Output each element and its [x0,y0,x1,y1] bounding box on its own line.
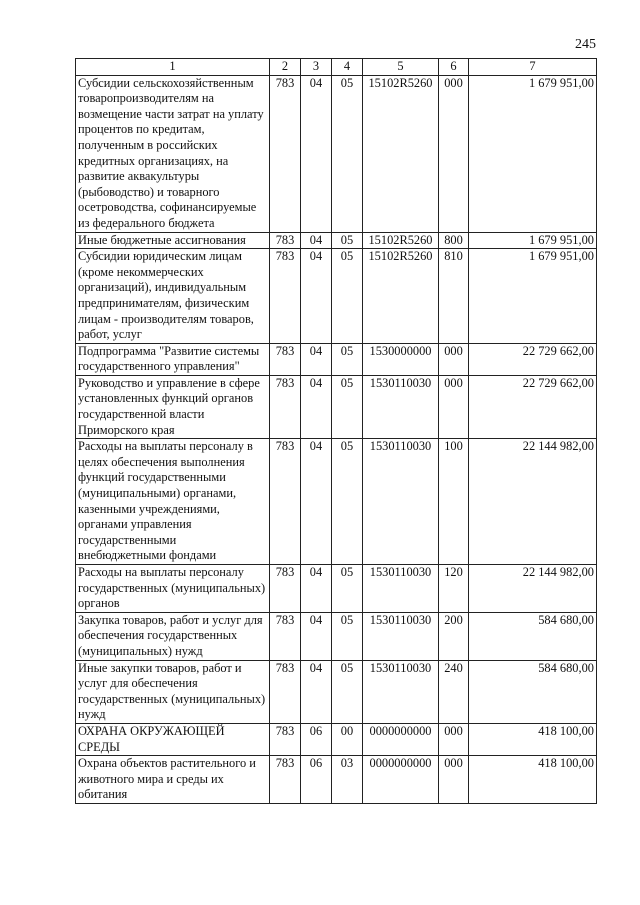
subsection-code: 05 [332,249,363,344]
target-article-code: 15102R5260 [363,232,439,249]
amount: 1 679 951,00 [469,232,597,249]
ministry-code: 783 [270,439,301,565]
subsection-code: 03 [332,756,363,804]
subsection-code: 05 [332,375,363,438]
table-row [76,439,597,565]
column-header-3: 3 [301,59,332,76]
ministry-code: 783 [270,756,301,804]
amount: 1 679 951,00 [469,249,597,344]
row-name: Иные бюджетные ассигнования [76,232,270,249]
row-name: Расходы на выплаты персоналу в целях обеспечения выполнения функций государственными (муниципальными) органами, казенными учреждениями, органами управления государственными внебюджетными фондами [76,439,270,565]
section-code: 04 [301,660,332,723]
expense-type-code: 800 [439,232,469,249]
target-article-code: 1530110030 [363,660,439,723]
subsection-code: 05 [332,565,363,613]
amount: 22 729 662,00 [469,375,597,438]
subsection-code: 05 [332,439,363,565]
expense-type-code: 100 [439,439,469,565]
subsection-code: 05 [332,75,363,232]
expense-type-code: 200 [439,612,469,660]
table-row [76,249,597,344]
ministry-code: 783 [270,723,301,755]
subsection-code: 00 [332,723,363,755]
header-row [76,59,597,76]
subsection-code: 05 [332,660,363,723]
section-code: 04 [301,249,332,344]
page-number: 245 [575,37,596,52]
row-name: Расходы на выплаты персоналу государственных (муниципальных) органов [76,565,270,613]
target-article-code: 1530000000 [363,343,439,375]
ministry-code: 783 [270,375,301,438]
target-article-code: 1530110030 [363,565,439,613]
target-article-code: 1530110030 [363,612,439,660]
expense-type-code: 000 [439,343,469,375]
column-header-7: 7 [469,59,597,76]
section-code: 04 [301,612,332,660]
column-header-1: 1 [76,59,270,76]
target-article-code: 15102R5260 [363,75,439,232]
table-row [76,756,597,804]
section-code: 04 [301,565,332,613]
budget-table [75,58,597,804]
column-header-2: 2 [270,59,301,76]
ministry-code: 783 [270,249,301,344]
amount: 22 144 982,00 [469,565,597,613]
ministry-code: 783 [270,565,301,613]
ministry-code: 783 [270,232,301,249]
ministry-code: 783 [270,660,301,723]
amount: 22 729 662,00 [469,343,597,375]
expense-type-code: 000 [439,723,469,755]
row-name: Подпрограмма "Развитие системы государственного управления" [76,343,270,375]
row-name: Охрана объектов растительного и животного мира и среды их обитания [76,756,270,804]
table-row [76,375,597,438]
row-name: Субсидии юридическим лицам (кроме некоммерческих организаций), индивидуальным предпринимателям, физическим лицам - производителям товаров, работ, услуг [76,249,270,344]
expense-type-code: 000 [439,75,469,232]
target-article-code: 1530110030 [363,439,439,565]
ministry-code: 783 [270,612,301,660]
expense-type-code: 000 [439,756,469,804]
column-header-5: 5 [363,59,439,76]
row-name: Руководство и управление в сфере установленных функций органов государственной власти Приморского края [76,375,270,438]
row-name: Закупка товаров, работ и услуг для обеспечения государственных (муниципальных) нужд [76,612,270,660]
amount: 584 680,00 [469,660,597,723]
column-header-6: 6 [439,59,469,76]
table-row [76,343,597,375]
table-row [76,232,597,249]
ministry-code: 783 [270,343,301,375]
expense-type-code: 240 [439,660,469,723]
expense-type-code: 000 [439,375,469,438]
section-code: 04 [301,232,332,249]
amount: 1 679 951,00 [469,75,597,232]
ministry-code: 783 [270,75,301,232]
subsection-code: 05 [332,343,363,375]
expense-type-code: 120 [439,565,469,613]
amount: 418 100,00 [469,723,597,755]
subsection-code: 05 [332,612,363,660]
amount: 22 144 982,00 [469,439,597,565]
expense-type-code: 810 [439,249,469,344]
section-code: 04 [301,439,332,565]
row-name: Иные закупки товаров, работ и услуг для обеспечения государственных (муниципальных) нужд [76,660,270,723]
table-row [76,75,597,232]
target-article-code: 1530110030 [363,375,439,438]
table-row [76,723,597,755]
row-name: ОХРАНА ОКРУЖАЮЩЕЙ СРЕДЫ [76,723,270,755]
table-row [76,612,597,660]
column-header-4: 4 [332,59,363,76]
target-article-code: 15102R5260 [363,249,439,344]
table-row [76,565,597,613]
section-code: 06 [301,756,332,804]
section-code: 04 [301,75,332,232]
amount: 584 680,00 [469,612,597,660]
row-name: Субсидии сельскохозяйственным товаропроизводителям на возмещение части затрат на уплату процентов по кредитам, полученным в российских кредитных организациях, на развитие аквакультуры (рыбоводство) и товарного осетроводства, софинансируемые из федерального бюджета [76,75,270,232]
section-code: 06 [301,723,332,755]
table-row [76,660,597,723]
target-article-code: 0000000000 [363,723,439,755]
amount: 418 100,00 [469,756,597,804]
target-article-code: 0000000000 [363,756,439,804]
subsection-code: 05 [332,232,363,249]
section-code: 04 [301,343,332,375]
section-code: 04 [301,375,332,438]
